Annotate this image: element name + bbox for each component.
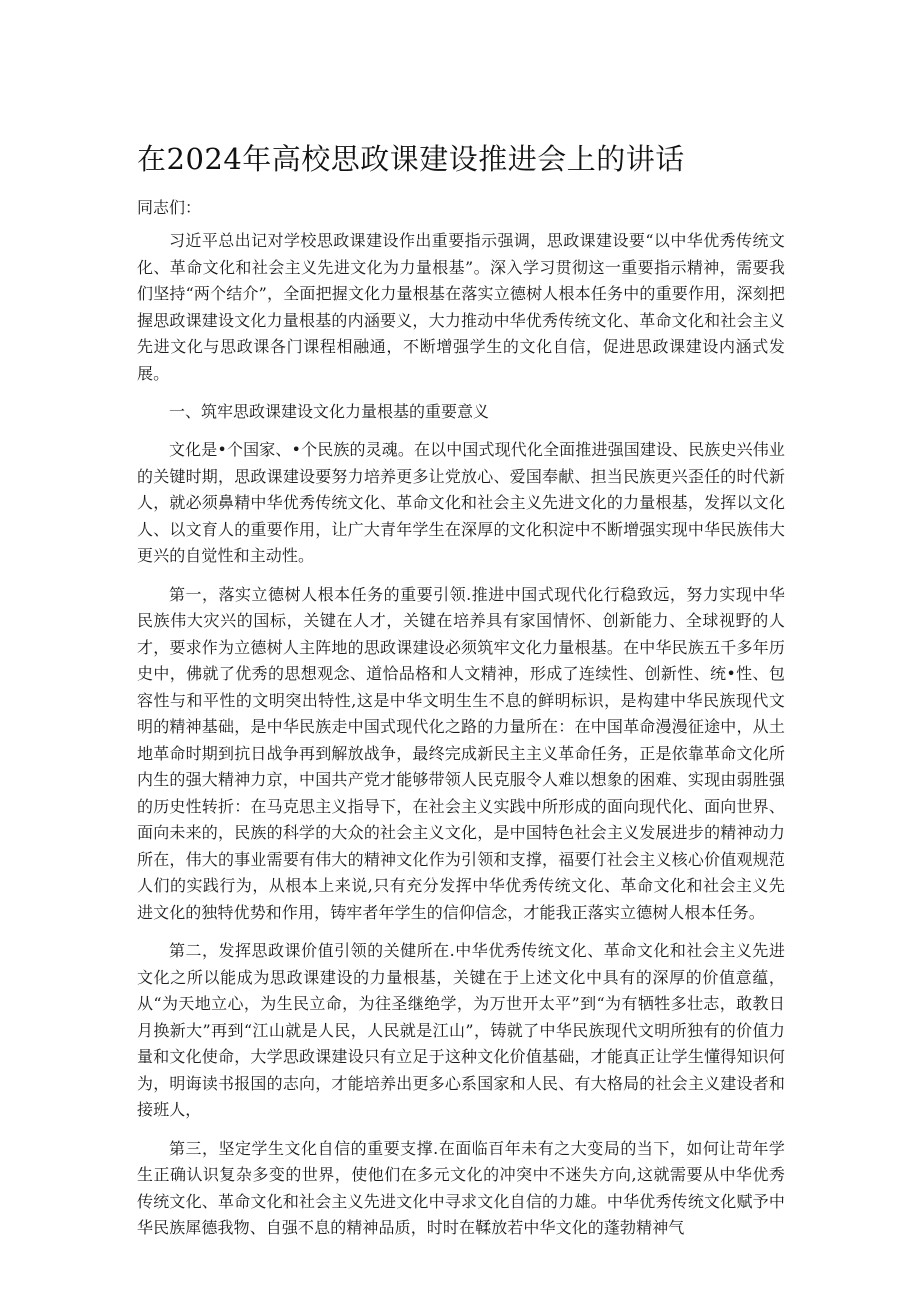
- document-body: [137, 228, 785, 1254]
- paragraph-intro: 习近平总出记对学校思政课建设作出重要指示强调，思政课建设要“以中华优秀传统文化、革命文化和社会主义先进文化为力量根基”。深入学习贯彻这一重要指示精神，需要我们坚持“两个结介”，全面把握文化力量根基在落实立德树人根本任务中的重要作用，深刻把握思政课建设文化力量根基的内涵要义，大力推动中华优秀传统文化、革命文化和社会主义先进文化与思政课各门课程相融通，不断增强学生的文化自信，促进思政课建设内涵式发展。: [137, 231, 785, 383]
- salutation: 同志们：: [137, 198, 202, 217]
- section-heading-1: 一、筑牢思政课建设文化力量根基的重要意义: [169, 402, 490, 421]
- paragraph-third: 第三，坚定学生文化自信的重要支撑.在面临百年未有之大变局的当下，如何让苛年学生正确认识复杂多变的世界，使他们在多元文化的冲突中不迷失方向,这就需要从中华优秀传统文化、革命文化和社会主义先进文化中寻求文化自信的力雄。中华优秀传统文化赋予中华民族犀德我物、自强不息的精神品质，时时在鞣放若中华文化的蓬勃精神气: [137, 1138, 785, 1237]
- paragraph-first: 第一，落实立德树人根本任务的重要引领.推进中国式现代化行稳致远，努力实现中华民族伟大灾兴的国标，关键在人才，关键在培养具有家国情怀、创新能力、全球视野的人才，要求作为立德树人主阵地的思政课建设必须筑牢文化力量根基。在中华民族五千多年历史中，佛就了优秀的思想观念、道恰品格和人文精神，形成了连续性、创新性、统•性、包容性与和平性的文明突出特性,这是中华文明生生不息的鲜明标识，是构建中华民族现代文明的精神基础，是中华民族走中国式现代化之路的力量所在：在中国革命漫漫征途中，从土地革命时期到抗日战争再到解放战争，最终完成新民主主义革命任务，正是依靠革命文化所内生的强大精神力京，中国共产党才能够带领人民克服令人难以想象的困难、实现由弱胜强的历史性转折：在马克思主义指导下，在社会主义实践中所形成的面向现代化、面向世界、面向未来的，民族的科学的大众的社会主义文化，是中国特色社会主义发展进步的精神动力所在，伟大的事业需要有伟大的精神文化作为引领和支撑，福要仃社会主义核心价值观规范人们的实践行为，从根本上来说,只有充分发挥中华优秀传统文化、革命文化和社会主义先进文化的独特优势和作用，铸牢者年学生的信仰信念，才能我正落实立德树人根本任务。: [137, 584, 785, 922]
- paragraph-second: 第二，发挥思政课价值引领的关健所在.中华优秀传统文化、革命文化和社会主义先进文化之所以能成为思政课建设的力量根基，关键在于上述文化中具有的深厚的价值意蕴，从“为天地立心，为生民立命，为往圣继绝学，为万世开太平”到“为有牺牲多壮志，敢教日月换新大”再到“江山就是人民，人民就是江山”，铸就了中华民族现代文明所独有的价值力量和文化使命，大学思政课建设只有立足于这种文化价值基础，才能真正让学生懂得知识何为，明诲读书报国的志向，才能培养出更多心系国家和人民、有大格局的社会主义建设者和接班人，: [137, 941, 785, 1119]
- document-title: 在2024年高校思政课建设推进会上的讲话: [137, 142, 685, 176]
- paragraph-culture: 文化是•个国家、•个民族的灵魂。在以中国式现代化全面推进强国建设、民族史兴伟业的关键时期，思政课建设要努力培养更多让党放心、爱国奉献、担当民族更兴歪任的时代新人，就必须鼻精中华优秀传统文化、革命文化和社会主义先进文化的力量根基，发挥以文化人、以文育人的重要作用，让广大青年学生在深厚的文化积淀中不断增强实现中华民族伟大更兴的自觉性和主动性。: [137, 440, 785, 565]
